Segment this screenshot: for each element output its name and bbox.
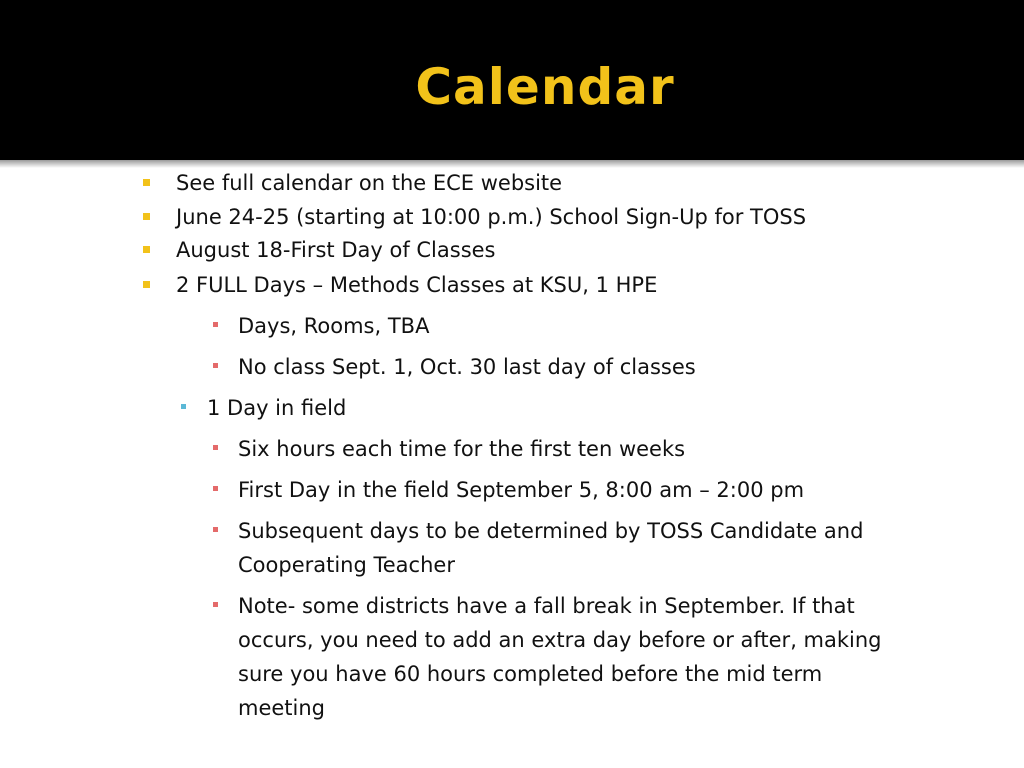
sub-bullet-marker — [213, 322, 218, 327]
bullet-marker — [143, 213, 150, 220]
sub-bullet-marker — [213, 602, 218, 607]
sub-bullet-marker — [213, 363, 218, 368]
sub-bullet-item: First Day in the field September 5, 8:00 am – 2:00 pm — [238, 478, 805, 502]
sub-bullet-marker — [213, 445, 218, 450]
sub-bullet-item-continued: meeting — [238, 696, 326, 720]
sub-bullet-item-continued: sure you have 60 hours completed before the mid term — [238, 662, 823, 686]
sub-bullet-item-continued: Cooperating Teacher — [238, 553, 455, 577]
bullet-marker — [143, 179, 150, 186]
sub-bullet-item: No class Sept. 1, Oct. 30 last day of classes — [238, 355, 696, 379]
bullet-item: June 24-25 (starting at 10:00 p.m.) School Sign-Up for TOSS — [176, 205, 807, 229]
mid-bullet-item: 1 Day in field — [207, 396, 347, 420]
sub-bullet-marker — [213, 486, 218, 491]
bullet-marker — [143, 246, 150, 253]
sub-bullet-item: Days, Rooms, TBA — [238, 314, 430, 338]
mid-bullet-marker — [181, 404, 186, 409]
sub-bullet-item: Six hours each time for the first ten weeks — [238, 437, 686, 461]
sub-bullet-item-continued: occurs, you need to add an extra day before or after, making — [238, 628, 882, 652]
bullet-marker — [143, 281, 150, 288]
sub-bullet-item: Note- some districts have a fall break in September. If that — [238, 594, 855, 618]
sub-bullet-marker — [213, 527, 218, 532]
bullet-item: See full calendar on the ECE website — [176, 171, 563, 195]
slide-title: Calendar — [415, 58, 675, 116]
bullet-item: August 18-First Day of Classes — [176, 238, 496, 262]
bullet-item: 2 FULL Days – Methods Classes at KSU, 1 HPE — [176, 273, 658, 297]
sub-bullet-item: Subsequent days to be determined by TOSS Candidate and — [238, 519, 864, 543]
